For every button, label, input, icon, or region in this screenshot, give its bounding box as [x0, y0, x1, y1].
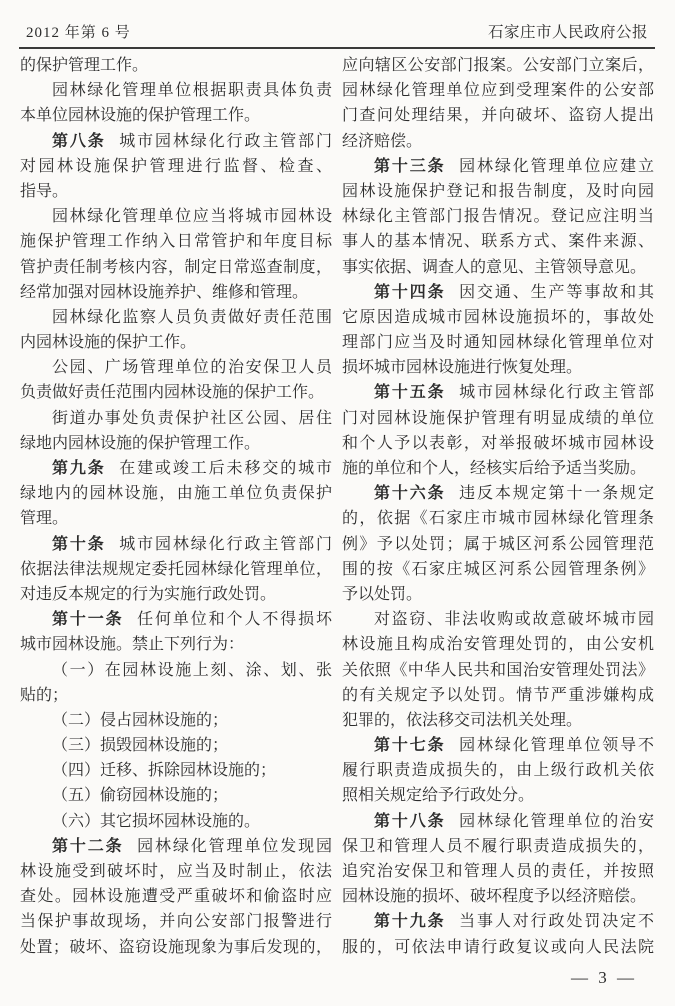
text-line	[342, 355, 654, 380]
line-text: 损坏城市园林设施进行恢复处理。	[342, 359, 583, 377]
article-number: 第十五条	[374, 384, 446, 402]
text-line	[342, 708, 654, 733]
line-text: 事人的基本情况、联系方式、案件来源、	[342, 233, 654, 251]
line-text: 服的，可依法申请行政复议或向人民法院	[342, 938, 654, 956]
text-line	[20, 783, 332, 808]
text-line	[20, 582, 332, 607]
line-text: 园林绿化管理单位发现园	[137, 837, 332, 855]
article-number: 第八条	[52, 132, 106, 150]
line-text: 照相关规定给予行政处分。	[342, 787, 535, 805]
line-text: 公园、广场管理单位的治安保卫人员	[52, 359, 332, 377]
line-text: 对违反本规定的行为实施行政处罚。	[20, 585, 277, 603]
text-line	[342, 834, 654, 859]
article-number: 第十一条	[52, 611, 124, 629]
text-line	[342, 481, 654, 506]
text-line	[342, 103, 654, 128]
text-line	[342, 380, 654, 405]
line-text: 当事人对行政处罚决定不	[459, 913, 654, 931]
line-text: 事实依据、调查人的意见、主管领导意见。	[342, 258, 647, 276]
text-line	[20, 935, 332, 960]
line-text: 当保护事故现场，并向公安部门报警进行	[20, 913, 332, 931]
line-text: 和个人予以表彰，对举报破坏城市园林设	[342, 434, 654, 452]
article-number: 第十条	[52, 535, 106, 553]
text-line	[342, 557, 654, 582]
text-line	[20, 607, 332, 632]
line-text: 施保护管理工作纳入日常管护和年度目标	[20, 233, 332, 251]
text-line	[20, 103, 332, 128]
text-line	[20, 431, 332, 456]
line-text: （一）在园林设施上刻、涂、划、张	[52, 661, 332, 679]
article-number: 第十七条	[374, 737, 446, 755]
line-text: 林设施且构成治安管理处罚的，由公安机	[342, 636, 654, 654]
line-text: 理部门应当及时通知园林绿化管理单位对	[342, 334, 654, 352]
text-line	[20, 204, 332, 229]
text-line	[20, 53, 332, 78]
text-line	[342, 809, 654, 834]
line-text: 任何单位和个人不得损坏	[137, 611, 332, 629]
text-line	[342, 859, 654, 884]
line-text: 林绿化主管部门报告情况。登记应注明当	[342, 208, 654, 226]
line-text: 园林设施保护登记和报告制度，及时向园	[342, 182, 654, 200]
line-text: 处置；破坏、盗窃设施现象为事后发现的，	[20, 938, 332, 956]
line-text: 在建或竣工后未移交的城市	[119, 460, 332, 477]
text-line	[342, 255, 654, 280]
text-line	[342, 506, 654, 531]
line-text: 内园林设施的保护工作。	[20, 334, 197, 352]
text-line	[342, 53, 654, 78]
text-line	[20, 406, 332, 431]
line-text: 管理。	[20, 510, 69, 528]
line-text: 林设施受到破坏时，应当及时制止，依法	[20, 863, 332, 880]
line-text: 园林绿化管理单位根据职责具体负责	[52, 82, 332, 100]
text-line	[20, 632, 332, 657]
line-text: （三）损毁园林设施的；	[52, 737, 229, 755]
line-text: （六）其它损坏园林设施的。	[52, 812, 261, 830]
text-line	[342, 431, 654, 456]
article-number: 第十八条	[374, 812, 446, 830]
text-line	[20, 506, 332, 531]
text-line	[20, 129, 332, 154]
line-text: （五）偷窃园林设施的；	[52, 787, 229, 805]
line-text: 违反本规定第十一条规定	[459, 485, 654, 503]
article-number: 第十九条	[374, 913, 446, 931]
text-line	[342, 456, 654, 481]
line-text: 施的单位和个人，经核实后给予适当奖励。	[342, 460, 647, 477]
article-number: 第十三条	[374, 157, 446, 175]
page-header	[19, 20, 655, 49]
line-text: 园林绿化管理单位领导不	[459, 737, 654, 755]
text-line	[342, 607, 654, 632]
line-text: 园林绿化管理单位应当将城市园林设	[52, 208, 332, 226]
text-line	[342, 935, 654, 960]
line-text: 园林绿化管理单位应到受理案件的公安部	[342, 82, 654, 100]
line-text: 园林绿化管理单位的治安	[459, 812, 654, 830]
line-text: 追究治安保卫和管理人员的责任，并按照	[342, 863, 654, 880]
line-text: 依据法律法规规定委托园林绿化管理单位，	[20, 560, 332, 578]
text-line	[20, 255, 332, 280]
gazette-title: 石家庄市人民政府公报	[487, 24, 648, 41]
line-text: 门查问处理结果，并向破坏、盗窃人提出	[342, 107, 654, 125]
line-text: 履行职责造成损失的，由上级行政机关依	[342, 762, 654, 780]
text-line	[342, 129, 654, 154]
text-line	[20, 456, 332, 481]
text-line	[342, 884, 654, 909]
line-text: 保卫和管理人员不履行职责造成损失的，	[342, 837, 654, 855]
page-number: — 3 —	[571, 968, 637, 987]
column-right	[342, 53, 654, 960]
text-line	[342, 229, 654, 254]
line-text: 园林绿化管理单位应建立	[459, 157, 654, 175]
text-line	[342, 582, 654, 607]
article-number: 第九条	[52, 460, 106, 477]
line-text: 城市园林绿化行政主管部	[459, 384, 654, 402]
text-line	[20, 179, 332, 204]
article-number: 第十二条	[52, 837, 124, 855]
text-line	[342, 305, 654, 330]
text-line	[342, 909, 654, 934]
text-line	[342, 204, 654, 229]
text-line	[342, 406, 654, 431]
text-line	[342, 179, 654, 204]
text-line	[20, 532, 332, 557]
text-line	[20, 229, 332, 254]
text-line	[20, 909, 332, 934]
text-line	[20, 330, 332, 355]
line-text: 街道办事处负责保护社区公园、居住	[52, 409, 332, 427]
text-line	[342, 532, 654, 557]
line-text: 经济赔偿。	[342, 132, 423, 150]
article-number: 第十四条	[374, 283, 446, 301]
article-number: 第十六条	[374, 485, 446, 503]
text-line	[20, 884, 332, 909]
line-text: 园林设施的损坏、破坏程度予以经济赔偿。	[342, 888, 647, 906]
line-text: 查处。园林设施遭受严重破坏和偷盗时应	[20, 888, 332, 906]
text-line	[20, 305, 332, 330]
column-left	[20, 53, 332, 960]
line-text: 的有关规定予以处罚。情节严重涉嫌构成	[342, 686, 654, 704]
issue-number: 2012 年第 6 号	[26, 25, 131, 41]
text-line	[20, 380, 332, 405]
line-text: 经常加强对园林设施养护、维修和管理。	[20, 283, 309, 301]
line-text: 城市园林绿化行政主管部门	[119, 132, 332, 150]
line-text: 城市园林设施。禁止下列行为：	[20, 636, 245, 654]
line-text: 的保护管理工作。	[20, 57, 149, 74]
text-line	[20, 658, 332, 683]
line-text: 犯罪的，依法移交司法机关处理。	[342, 711, 583, 729]
text-line	[342, 280, 654, 305]
line-text: 绿地内的园林设施，由施工单位负责保护	[20, 485, 332, 503]
line-text: 管护责任制考核内容，制定日常巡查制度，	[20, 258, 332, 276]
text-line	[342, 154, 654, 179]
text-line	[20, 733, 332, 758]
text-line	[20, 481, 332, 506]
line-text: 因交通、生产等事故和其	[459, 283, 654, 301]
text-line	[20, 355, 332, 380]
text-line	[342, 632, 654, 657]
text-line	[342, 658, 654, 683]
line-text: 负责做好责任范围内园林设施的保护工作。	[20, 384, 325, 402]
line-text: 本单位园林设施的保护管理工作。	[20, 107, 261, 125]
line-text: （四）迁移、拆除园林设施的；	[52, 762, 277, 780]
line-text: 对盗窃、非法收购或故意破坏城市园	[374, 611, 654, 629]
line-text: 例》予以处罚；属于城区河系公园管理范	[342, 535, 654, 553]
text-line	[20, 834, 332, 859]
document-body	[20, 53, 654, 960]
line-text: 应向辖区公安部门报案。公安部门立案后，	[342, 57, 654, 74]
line-text: 对园林设施保护管理进行监督、检查、	[20, 157, 332, 175]
line-text: 门对园林设施保护管理有明显成绩的单位	[342, 409, 654, 427]
line-text: 围的按《石家庄城区河系公园管理条例》	[342, 560, 654, 578]
text-line	[20, 758, 332, 783]
text-line	[20, 78, 332, 103]
text-line	[342, 758, 654, 783]
line-text: 绿地内园林设施的保护管理工作。	[20, 434, 261, 452]
text-line	[342, 783, 654, 808]
text-line	[342, 683, 654, 708]
line-text: 贴的；	[20, 686, 69, 704]
line-text: 园林绿化监察人员负责做好责任范围	[52, 308, 332, 326]
line-text: 的，依据《石家庄市城市园林绿化管理条	[342, 510, 654, 528]
line-text: 指导。	[20, 182, 69, 200]
text-line	[20, 809, 332, 834]
text-line	[20, 280, 332, 305]
line-text: 城市园林绿化行政主管部门	[119, 535, 332, 553]
text-line	[342, 78, 654, 103]
text-line	[20, 708, 332, 733]
line-text: 关依照《中华人民共和国治安管理处罚法》	[342, 661, 654, 679]
text-line	[342, 330, 654, 355]
line-text: （二）侵占园林设施的；	[52, 711, 229, 729]
text-line	[20, 557, 332, 582]
text-line	[20, 859, 332, 884]
line-text: 予以处罚。	[342, 585, 423, 603]
line-text: 它原因造成城市园林设施损坏的，事故处	[342, 308, 654, 326]
text-line	[342, 733, 654, 758]
text-line	[20, 683, 332, 708]
text-line	[20, 154, 332, 179]
